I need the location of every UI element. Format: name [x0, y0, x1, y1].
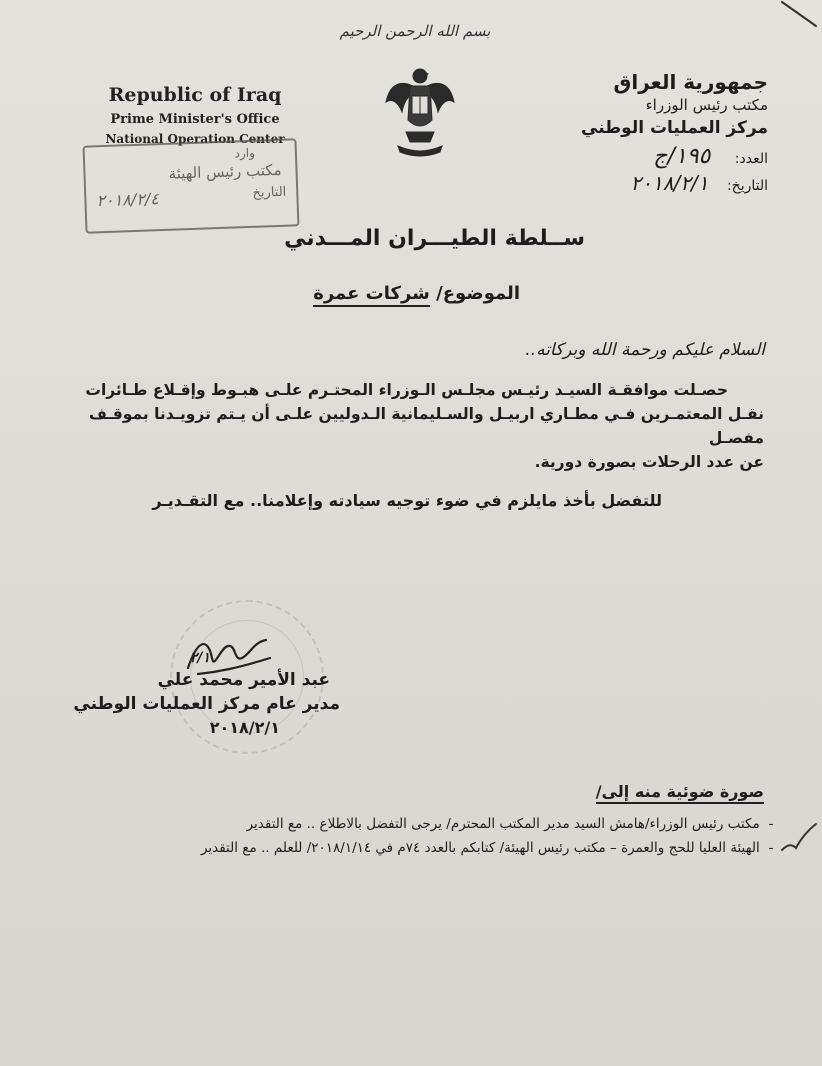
stamp-date-label: التاريخ [252, 184, 287, 201]
cc-heading-text: صورة ضوئية منه إلى/ [596, 782, 764, 804]
cc-bullet-2: - [768, 840, 774, 856]
reference-number-row [520, 144, 768, 169]
stamp-line-1: وارد [234, 145, 256, 161]
cc-item-2-text: الهيئة العليا للحج والعمرة – مكتب رئيس الهيئة/ كتابكم بالعدد ٧٤م في ٢٠١٨/١/١٤/ للعلم .. مع التقدير [200, 840, 760, 856]
coat-of-arms-icon [380, 62, 460, 162]
stamp-line-2: مكتب رئيس الهيئة [168, 160, 282, 183]
greeting: السلام عليكم ورحمة الله وبركاته.. [525, 340, 765, 360]
body-line-3: عن عدد الرحلات بصورة دورية. [534, 453, 764, 471]
signature-block [40, 650, 340, 737]
incoming-stamp [83, 138, 300, 233]
stamp-date: ٢٠١٨/٢/٤ [96, 189, 160, 211]
recipient: ســلطة الطيـــران المـــدني [284, 226, 585, 251]
stamp-bottom-row [96, 185, 287, 211]
country-name-en: Republic of Iraq [108, 84, 282, 106]
signatory-title: مدير عام مركز العمليات الوطني [73, 694, 340, 714]
office-name-ar: مكتب رئيس الوزراء [645, 96, 768, 114]
center-name-ar: مركز العمليات الوطني [581, 118, 768, 138]
subject-label: الموضوع/ [436, 283, 520, 304]
cc-heading [520, 782, 764, 801]
corner-pen-mark-icon [776, 0, 822, 30]
header-arabic [520, 70, 768, 195]
signature-date: ٢٠١٨/٢/١ [209, 718, 280, 737]
body-text [40, 378, 764, 474]
cc-bullet-1: - [768, 816, 774, 832]
margin-check-mark-icon [778, 818, 818, 858]
cc-item-1-text: مكتب رئيس الوزراء/هامش السيد مدير المكتب المحترم/ يرجى التفضل بالاطلاع .. مع التقدير [246, 816, 760, 832]
document-date-label: التاريخ: [726, 178, 768, 194]
body-line-1: حصـلت موافقـة السيـد رئيـس مجلـس الـوزراء المحتـرم علـى هبـوط وإقـلاع طـائرات [85, 381, 728, 399]
signature-initials: ٢/١ [189, 650, 210, 666]
signatory-name: عبد الأمير محمد علي [157, 670, 330, 690]
closing-line: للتفضل بأخذ مايلزم في ضوء توجيه سيادته وإعلامنا.. مع التقـديـر [152, 491, 662, 510]
header-english [80, 84, 310, 146]
reference-number-label: العدد: [734, 151, 768, 167]
document-date-row [520, 171, 768, 195]
cc-item-2 [70, 836, 778, 860]
body-line-2: نقـل المعتمـرين فـي مطـاري اربيـل والسـليمانية الـدوليين علـى أن يـتم تزويـدنا بموقـف مفصـل [88, 405, 764, 447]
country-name-ar: جمهورية العراق [613, 70, 768, 94]
cc-item-1 [70, 812, 778, 836]
cc-list [70, 812, 778, 860]
subject-value: شركات عمرة [313, 283, 430, 307]
document-date-value: ٢٠١٨/٢/١ [630, 171, 709, 195]
basmala: بسم الله الرحمن الرحيم [339, 22, 491, 40]
center-name-en: National Operation Center [105, 132, 285, 146]
office-name-en: Prime Minister's Office [110, 112, 280, 127]
reference-number-value: ١٩٥/ج [653, 144, 711, 169]
subject-line [200, 283, 520, 304]
